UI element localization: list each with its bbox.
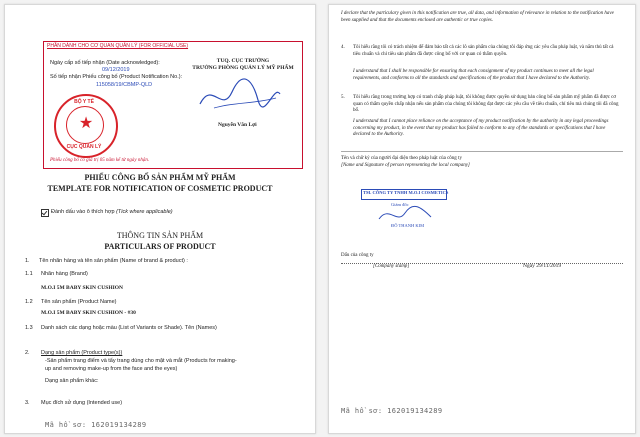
tick-instruction	[51, 209, 173, 215]
document-title-en: TEMPLATE FOR NOTIFICATION OF COSMETIC PRODUCT	[47, 184, 273, 193]
item-1-2-label: Tên sản phẩm (Product Name)	[41, 299, 117, 305]
item-4-en: I understand that I shall be responsible for ensuring that each consignment of my product continues to meet all the legal requirements, and conforms to all the standards and specifications of the product that I have declared to the Authority.	[353, 69, 594, 81]
company-signature-stamp	[361, 189, 447, 233]
document-page-1	[4, 4, 316, 434]
document-title-vi: PHIẾU CÔNG BỐ SẢN PHẨM MỸ PHẨM	[84, 173, 236, 182]
official-signer-name: Nguyễn Văn Lợi	[218, 122, 257, 128]
company-stamp-role: Giám đốc	[391, 202, 409, 207]
section-title-vi: THÔNG TIN SẢN PHẨM	[116, 231, 204, 240]
signer-label-en: [Name and Signature of person representing the local company]	[341, 163, 470, 168]
official-seal	[54, 94, 118, 158]
seal-text-bottom: CỤC QUẢN LÝ	[66, 144, 102, 150]
item-2-label: Dạng sản phẩm (Product type(s))	[41, 350, 123, 356]
company-stamp-text: TM. CÔNG TY TNHH M.O.I COSMETICS	[363, 190, 449, 195]
item-3-label: Mục đích sử dụng (Intended use)	[41, 400, 123, 406]
divider-line	[341, 151, 623, 152]
date-acknowledged-label: Ngày cấp số tiếp nhận (Date acknowledged):	[50, 60, 160, 66]
seal-inner-ring	[66, 106, 104, 144]
declaration-en: I declare that the particulary given in this notification are true, all data, and information of relevance in relation to the notification have been supplied and that the documents enclosed are authentic or true copies.	[341, 11, 614, 23]
company-signer-name: ĐỖ THANH KIM	[391, 223, 425, 228]
company-seal-label-vi: Dấu của công ty	[341, 253, 374, 258]
item-5-number: 5.	[341, 95, 345, 100]
item-1-label: Tên nhãn hàng và tên sản phẩm (Name of brand & product) :	[39, 258, 188, 264]
validity-note: Phiếu công bố có giá trị 05 năm kể từ ngày nhận.	[50, 158, 150, 163]
file-number: Mã hồ sơ: 162019134289	[341, 407, 443, 415]
tick-label-en: (Tick where applicable)	[116, 209, 173, 215]
item-1-1-number: 1.1	[25, 271, 33, 277]
item-5-vi: Tôi hiểu rằng trong trường hợp có tranh chấp pháp luật, tôi không được quyền sử dụng bản công bố sản phẩm mỹ phẩm đã được cơ quan có thẩm quyền chấp nhận nếu sản phẩm của chúng tôi không đạt được các yêu cầu về tiêu chuẩn, chỉ tiêu mà chúng tôi đã công bố.	[353, 95, 619, 113]
receipt-number-value: 115058/19/CBMP-QLD	[96, 82, 153, 88]
receipt-number-label: Số tiếp nhận Phiếu công bố (Product Notification No.):	[50, 74, 183, 80]
tick-label-vi: Đánh dấu vào ô thích hợp	[51, 209, 115, 215]
item-2-number: 2.	[25, 350, 30, 356]
date-acknowledged-value: 09/12/2019	[102, 67, 130, 73]
official-use-header: PHẦN DÀNH CHO CƠ QUAN QUẢN LÝ (FOR OFFICIAL USE)	[47, 43, 189, 49]
item-2-description-line-1: -Sản phẩm trang điểm và tẩy trang dùng cho mặt và mắt (Products for making-	[45, 358, 237, 364]
item-5-en: I understand that I cannot place reliance on the acceptance of my product notification by the authority in any legal proceedings concerning my product, in the event that my product has failed to conform to any of the standards or specifications that I have declared to the Authority.	[353, 119, 609, 137]
official-signature	[194, 74, 284, 118]
tick-checkbox[interactable]	[41, 209, 49, 217]
agency-line-1: TUQ. CỤC TRƯỞNG	[216, 58, 270, 64]
item-1-number: 1.	[25, 258, 30, 264]
signature-date: Ngày 29/11/2019	[523, 263, 562, 269]
item-1-1-label: Nhãn hàng (Brand)	[41, 271, 88, 277]
agency-line-2: TRƯỞNG PHÒNG QUẢN LÝ MỸ PHẨM	[192, 65, 294, 71]
item-1-3-label: Danh sách các dạng hoặc màu (List of Variants or Shade). Tên (Names)	[41, 325, 217, 331]
brand-value: M.O.I 5M BABY SKIN CUSHION	[41, 285, 123, 291]
file-number: Mã hồ sơ: 162019134289	[45, 421, 147, 429]
item-1-2-number: 1.2	[25, 299, 33, 305]
item-2-description-line-2: up and removing make-up from the face and the eyes)	[45, 366, 178, 372]
seal-text-top: BỘ Y TẾ	[74, 99, 94, 105]
product-value: M.O.I 5M BABY SKIN CUSHION - #30	[41, 310, 136, 316]
star-icon: ★	[78, 113, 94, 132]
document-page-2	[328, 4, 636, 434]
item-1-3-number: 1.3	[25, 325, 33, 331]
official-use-box	[43, 41, 303, 169]
item-4-number: 4.	[341, 45, 345, 50]
signer-label-vi: Tên và chữ ký của người đại diện theo pháp luật của công ty	[341, 156, 462, 161]
item-2-other-types: Dạng sản phẩm khác:	[45, 378, 99, 384]
item-4-vi: Tôi hiểu rằng tôi có trách nhiệm để đảm bảo tất cả các lô sản phẩm của chúng tôi đáp ứng các yêu cầu pháp luật, và nắm thủ tất cả tiêu chuẩn và chỉ tiêu sản phẩm đã được công bố với cơ quan có thẩm quyền.	[353, 45, 614, 57]
item-3-number: 3.	[25, 400, 30, 406]
company-seal-label-en: [Company stamp]	[373, 264, 410, 269]
section-title-en: PARTICULARS OF PRODUCT	[104, 242, 216, 251]
